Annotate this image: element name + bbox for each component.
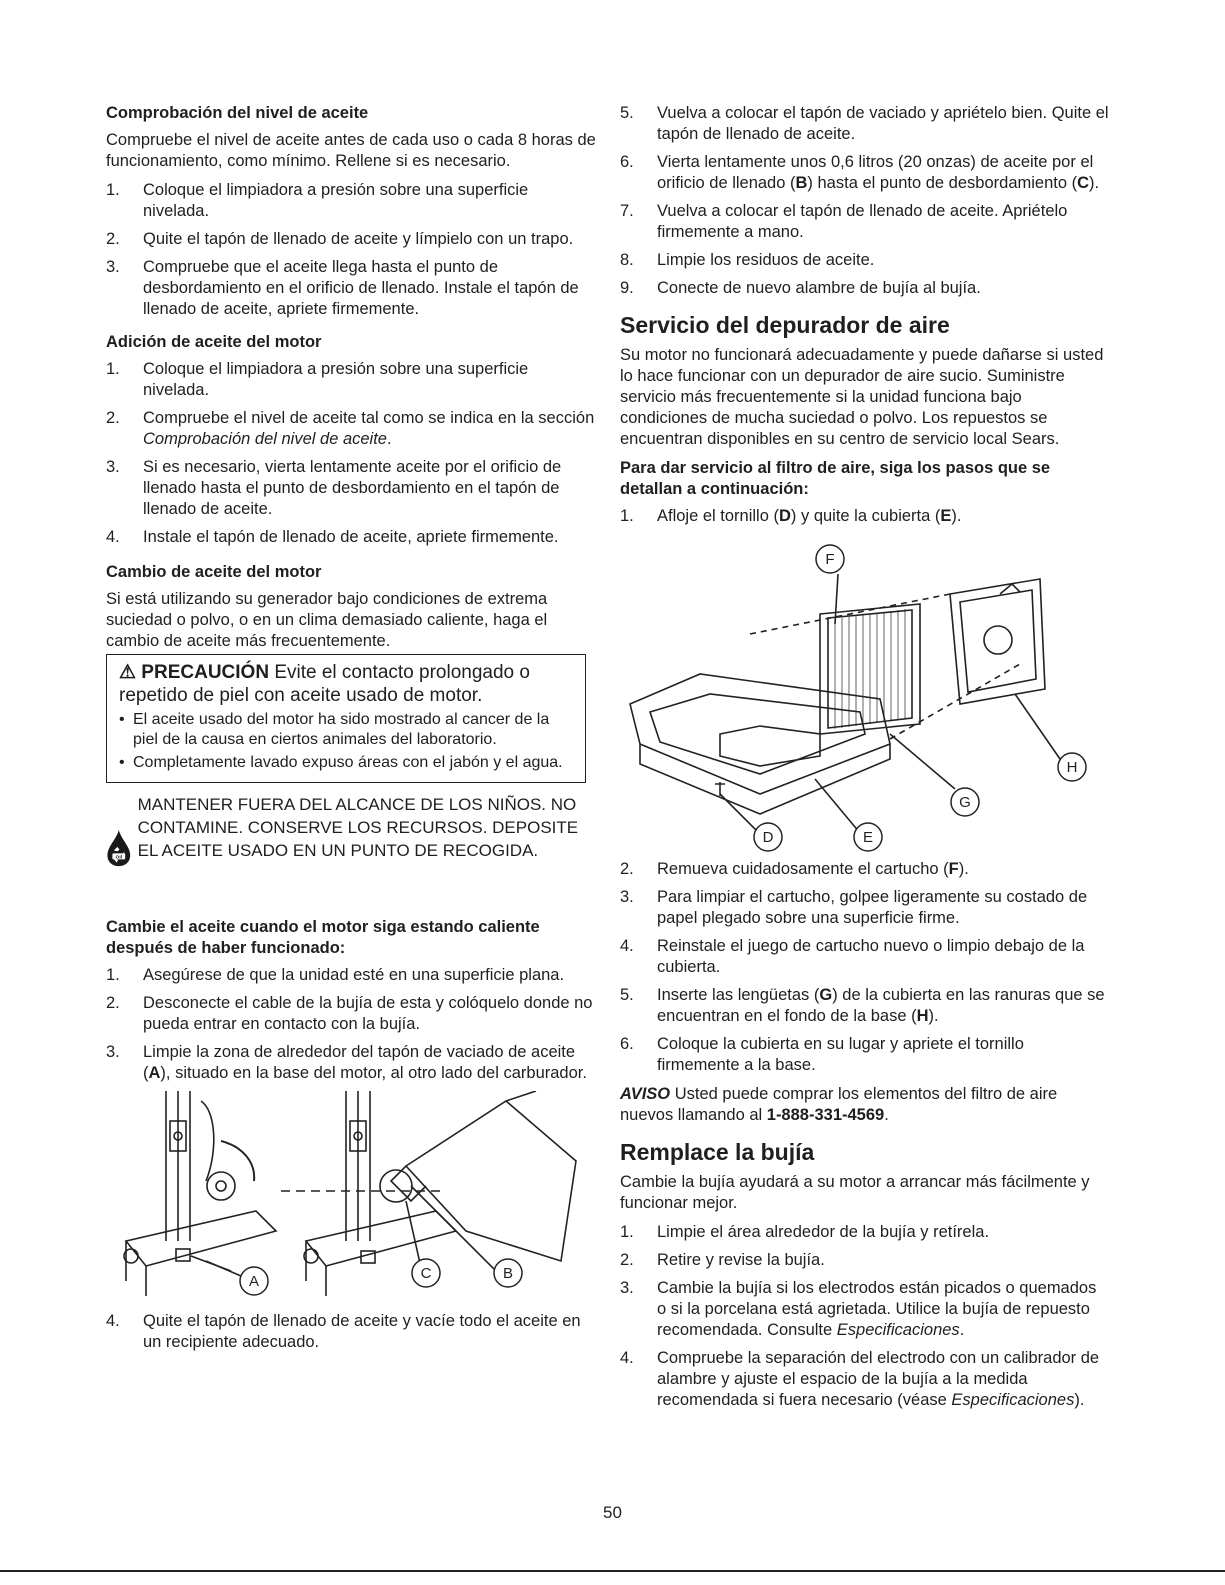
list-item [106, 1042, 596, 1084]
step-text: Limpie la zona de alrededor del tapón de vaciado de aceite ( [143, 1043, 576, 1082]
caution-box [106, 654, 586, 783]
spark-plug-intro: Cambie la bujía ayudará a su motor a arrancar más fácilmente y funcionar mejor. [620, 1173, 1090, 1212]
step-text: Instale el tapón de llenado de aceite, apriete firmemente. [143, 528, 559, 546]
step-text: ). [1074, 1391, 1085, 1409]
warm-oil-steps [106, 965, 596, 1084]
air-cleaner-intro: Su motor no funcionará adecuadamente y puede dañarse si usted lo hace funcionar con un depurador de aire sucio. Suministre servicio más frecuentemente si la unidad funciona bajo condiciones de mucha suciedad o polvo. Los repuestos se encuentran disponibles en su centro de servicio local Sears. [620, 346, 1104, 448]
caution-bullets [119, 710, 575, 773]
ref-letter: E [940, 507, 952, 525]
step-text: ) y quite la cubierta ( [790, 507, 941, 525]
add-oil-steps [106, 359, 596, 548]
step-text: . [386, 430, 392, 448]
list-item [620, 1278, 1110, 1341]
caution-text: Evite el contacto prolongado o repetido de piel con aceite usado de motor. [119, 662, 530, 706]
step-number: 3. [106, 258, 120, 276]
bottom-rule [0, 1570, 1225, 1572]
step-number: 4. [620, 937, 634, 955]
step-text: Cambie la bujía si los electrodos están picados o quemados o si la porcelana está agrietada. Utilice la bujía de repuesto recomendada. Consulte [657, 1279, 1097, 1339]
step-text: Compruebe el nivel de aceite tal como se indica en la sección [143, 409, 595, 427]
label-a: A [248, 1273, 260, 1290]
step-text: Limpie los residuos de aceite. [657, 251, 875, 269]
list-item [106, 408, 596, 450]
list-item [106, 457, 596, 520]
oil-drain-figure [106, 1091, 586, 1306]
step-text: Remueva cuidadosamente el cartucho ( [657, 860, 949, 878]
step-number: 3. [106, 1043, 120, 1061]
list-item [620, 1034, 1110, 1076]
step-number: 6. [620, 1035, 634, 1053]
spark-plug-heading: Remplace la bujía [620, 1139, 815, 1165]
step-text: Asegúrese de que la unidad esté en una superficie plana. [143, 966, 565, 984]
air-cleaner-heading: Servicio del depurador de aire [620, 312, 950, 338]
step-text: Compruebe que el aceite llega hasta el punto de desbordamiento en el orificio de llenado. Instale el tapón de llenado de aceite, apriete firmemente. [143, 258, 579, 318]
list-item [620, 1222, 1110, 1243]
step-text: ). [1089, 174, 1100, 192]
step-text: ). [928, 1007, 939, 1025]
step-text: Conecte de nuevo alambre de bujía al bujía. [657, 279, 981, 297]
warm-oil-heading: Cambie el aceite cuando el motor siga estando caliente después de haber funcionado: [106, 918, 540, 957]
oil-check-heading: Comprobación del nivel de aceite [106, 104, 369, 122]
step-text: ) hasta el punto de desbordamiento ( [807, 174, 1078, 192]
label-d: D [762, 829, 774, 846]
step-number: 2. [620, 860, 634, 878]
step-text: Vuelva a colocar el tapón de llenado de aceite. Apriételo firmemente a mano. [657, 202, 1068, 241]
left-column [106, 103, 596, 1365]
step-number: 5. [620, 104, 634, 122]
step-number: 1. [620, 507, 634, 525]
step-text: Vierta lentamente unos 0,6 litros (20 onzas) de aceite por el orificio de llenado ( [657, 153, 1094, 192]
oil-check-steps [106, 180, 596, 320]
step-text: ). [951, 507, 962, 525]
step-text: . [959, 1321, 965, 1339]
step-text: Coloque la cubierta en su lugar y apriete el tornillo firmemente a la base. [657, 1035, 1024, 1074]
ref-letter: C [1077, 174, 1090, 192]
step-number: 3. [106, 458, 120, 476]
list-item [106, 229, 596, 250]
label-g: G [959, 794, 971, 811]
step-number: 5. [620, 986, 634, 1004]
caution-bullet: • El aceite usado del motor ha sido mostrado al cancer de la piel de la causa en ciertos animales del laboratorio. [119, 710, 575, 750]
step-text: Coloque el limpiadora a presión sobre una superficie nivelada. [143, 181, 529, 220]
cross-reference: Comprobación del nivel de aceite [143, 430, 387, 448]
list-item [620, 985, 1110, 1027]
aviso-text: Usted puede comprar los elementos del filtro de aire nuevos llamando al [620, 1085, 1058, 1124]
list-item [620, 1348, 1110, 1411]
step-number: 3. [620, 1279, 634, 1297]
cross-reference: Especificaciones [951, 1391, 1075, 1409]
caution-label: ⚠ PRECAUCIÓN [119, 662, 270, 683]
step-number: 2. [106, 994, 120, 1012]
recycle-text: MANTENER FUERA DEL ALCANCE DE LOS NIÑOS. NO CONTAMINE. CONSERVE LOS RECURSOS. DEPOSITE EL ACEITE USADO EN UN PUNTO DE RECOGIDA. [137, 795, 579, 860]
list-item [106, 993, 596, 1035]
ref-letter: H [916, 1007, 929, 1025]
list-item [620, 506, 1110, 527]
list-item [106, 965, 596, 986]
caution-title [119, 661, 575, 707]
label-e: E [862, 829, 874, 846]
oil-icon-label: Oil [115, 855, 123, 861]
label-b: B [502, 1265, 514, 1282]
step-text: Reinstale el juego de cartucho nuevo o limpio debajo de la cubierta. [657, 937, 1085, 976]
cross-reference: Especificaciones [836, 1321, 960, 1339]
step-number: 4. [106, 528, 120, 546]
air-cleaner-steps-cont [620, 859, 1110, 1076]
step-number: 6. [620, 153, 634, 171]
aviso-phone: 1-888-331-4569 [766, 1106, 885, 1124]
step-text: ). [958, 860, 969, 878]
step-text: Quite el tapón de llenado de aceite y vacíe todo el aceite en un recipiente adecuado. [143, 1312, 581, 1351]
step-text: Quite el tapón de llenado de aceite y límpielo con un trapo. [143, 230, 574, 248]
warm-oil-steps-cont [106, 1311, 596, 1353]
oil-check-intro: Compruebe el nivel de aceite antes de cada uso o cada 8 horas de funcionamiento, como mínimo. Rellene si es necesario. [106, 131, 596, 170]
ref-letter: G [819, 986, 833, 1004]
aviso-label: AVISO [620, 1085, 671, 1103]
list-item [620, 859, 1110, 880]
spark-plug-steps [620, 1222, 1110, 1411]
right-column [620, 103, 1110, 1423]
step-text: Retire y revise la bujía. [657, 1251, 825, 1269]
step-text: Limpie el área alrededor de la bujía y retírela. [657, 1223, 990, 1241]
step-text: Desconecte el cable de la bujía de esta y colóquelo donde no pueda entrar en contacto con la bujía. [143, 994, 593, 1033]
step-text: Vuelva a colocar el tapón de vaciado y apriételo bien. Quite el tapón de llenado de aceite. [657, 104, 1109, 143]
step-text: Afloje el tornillo ( [657, 507, 779, 525]
step-number: 4. [620, 1349, 634, 1367]
step-number: 4. [106, 1312, 120, 1330]
list-item [106, 257, 596, 320]
step-text: Para limpiar el cartucho, golpee ligeramente su costado de papel plegado sobre una superficie firme. [657, 888, 1088, 927]
step-number: 2. [106, 409, 120, 427]
oil-change-intro: Si está utilizando su generador bajo condiciones de extrema suciedad o polvo, o en un clima demasiado caliente, haga el cambio de aceite más frecuentemente. [106, 590, 548, 650]
list-item [620, 201, 1110, 243]
step-number: 1. [106, 966, 120, 984]
step-number: 8. [620, 251, 634, 269]
step-text: Compruebe la separación del electrodo con un calibrador de alambre y ajuste el espacio de la bujía a la medida recomendada si fuera necesario (véase [657, 1349, 1100, 1409]
step-number: 1. [620, 1223, 634, 1241]
recycle-notice [106, 793, 596, 903]
step-number: 1. [106, 181, 120, 199]
list-item [620, 887, 1110, 929]
air-cleaner-subheading: Para dar servicio al filtro de aire, siga los pasos que se detallan a continuación: [620, 459, 1051, 498]
step-number: 1. [106, 360, 120, 378]
step-text: ) de la cubierta en las ranuras que se encuentran en el fondo de la base ( [657, 986, 1105, 1025]
label-h: H [1066, 759, 1078, 776]
caution-bullet: • Completamente lavado expuso áreas con el jabón y el agua. [119, 753, 575, 773]
aviso-end: . [884, 1106, 889, 1124]
air-filter-figure [620, 534, 1100, 854]
list-item [620, 1250, 1110, 1271]
ref-letter: A [148, 1064, 161, 1082]
step-text: Inserte las lengüetas ( [657, 986, 820, 1004]
step-text: Si es necesario, vierta lentamente aceite por el orificio de llenado hasta el punto de desbordamiento en el tapón de llenado de aceite. [143, 458, 562, 518]
list-item [620, 152, 1110, 194]
list-item [620, 103, 1110, 145]
air-cleaner-steps [620, 506, 1110, 527]
label-f: F [825, 551, 835, 568]
oil-change-heading: Cambio de aceite del motor [106, 563, 322, 581]
step-number: 2. [106, 230, 120, 248]
list-item [106, 1311, 596, 1353]
ref-letter: F [948, 860, 959, 878]
step-text: Coloque el limpiadora a presión sobre una superficie nivelada. [143, 360, 529, 399]
step-number: 3. [620, 888, 634, 906]
page-number: 50 [603, 1503, 622, 1522]
aviso-note [620, 1084, 1110, 1126]
list-item [106, 180, 596, 222]
step-text: ), situado en la base del motor, al otro lado del carburador. [160, 1064, 587, 1082]
oil-change-steps-cont [620, 103, 1110, 299]
list-item [620, 936, 1110, 978]
step-number: 7. [620, 202, 634, 220]
add-oil-heading: Adición de aceite del motor [106, 333, 322, 351]
oil-recycle-icon [106, 793, 132, 903]
ref-letter: D [778, 507, 791, 525]
list-item [620, 278, 1110, 299]
list-item [106, 359, 596, 401]
ref-letter: B [795, 174, 808, 192]
step-number: 2. [620, 1251, 634, 1269]
label-c: C [420, 1265, 432, 1282]
list-item [620, 250, 1110, 271]
list-item [106, 527, 596, 548]
step-number: 9. [620, 279, 634, 297]
